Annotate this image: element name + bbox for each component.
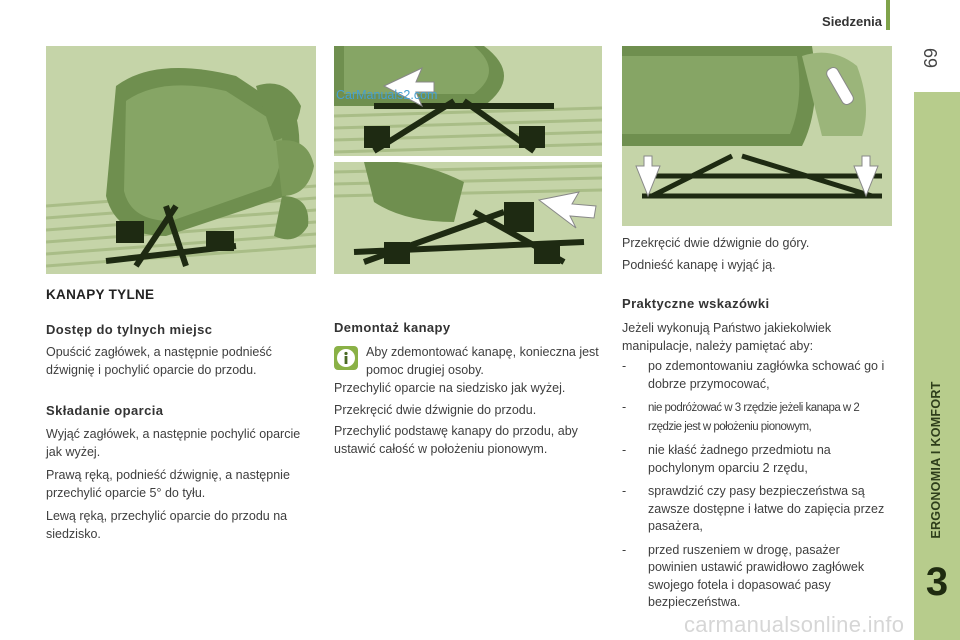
- bullet-dash: -: [622, 484, 627, 498]
- tip-text: nie kłaść żadnego przedmiotu na pochylonym oparciu 2 rzędu,: [648, 443, 831, 475]
- list-item: [622, 483, 890, 536]
- illustration-seat-access: [46, 46, 316, 274]
- tip-text: po zdemontowaniu zagłówka schować go i dobrze przymocować,: [648, 359, 885, 391]
- list-item: [622, 542, 890, 612]
- chapter-number: 3: [925, 560, 949, 604]
- removal-paragraph: Przekręcić dwie dźwignie do przodu.: [334, 402, 537, 417]
- lift-text: [622, 235, 892, 274]
- info-icon: [334, 346, 358, 370]
- tip-text: przed ruszeniem w drogę, pasażer powinien ustawić prawidłowo zagłówek swojego fotela i dopasować pasy bezpieczeństwa.: [648, 542, 865, 609]
- illustration-removal-tilt: [334, 162, 602, 274]
- tips-heading: Praktyczne wskazówki: [622, 296, 770, 311]
- header-accent-line: [886, 0, 890, 30]
- removal-paragraph: Przechylić podstawę kanapy do przodu, aby ustawić całość w położeniu pionowym.: [334, 424, 578, 456]
- section-title: Siedzenia: [822, 14, 882, 29]
- access-heading: Dostęp do tylnych miejsc: [46, 322, 213, 337]
- folding-paragraph: Lewą ręką, przechylić oparcie do przodu na siedzisko.: [46, 509, 288, 541]
- list-item: [622, 399, 890, 436]
- watermark-top: CarManuals2.com: [336, 88, 438, 102]
- tips-intro: Jeżeli wykonują Państwo jakiekolwiek manipulacje, należy pamiętać aby:: [622, 321, 832, 353]
- folding-heading: Składanie oparcia: [46, 403, 164, 418]
- main-title: KANAPY TYLNE: [46, 287, 155, 302]
- illustration-lift-seat: [622, 46, 892, 226]
- chapter-title-text: ERGONOMIA I KOMFORT: [929, 381, 943, 539]
- bullet-dash: -: [622, 400, 627, 414]
- removal-heading: Demontaż kanapy: [334, 320, 451, 335]
- tip-text: sprawdzić czy pasy bezpieczeństwa są zawsze dostępne i łatwe do zapięcia przez pasażera,: [648, 484, 885, 533]
- lift-paragraph: Podnieść kanapę i wyjąć ją.: [622, 257, 776, 272]
- watermark-bottom: carmanualsonline.info: [684, 612, 905, 637]
- bullet-dash: -: [622, 542, 627, 557]
- folding-text: [46, 426, 314, 543]
- bullet-dash: -: [622, 359, 627, 373]
- bullet-dash: -: [622, 443, 627, 457]
- page-number: 69: [920, 47, 940, 69]
- lift-paragraph: Przekręcić dwie dźwignie do góry.: [622, 236, 810, 250]
- list-item: [622, 358, 890, 393]
- folding-paragraph: Prawą ręką, podnieść dźwignię, a następnie przechylić oparcie 5° do tyłu.: [46, 468, 290, 500]
- info-note: Aby zdemontować kanapę, konieczna jest pomoc drugiej osoby.: [366, 345, 599, 377]
- chapter-title: [916, 360, 956, 560]
- tips-list: [622, 358, 890, 618]
- tip-text: nie podróżować w 3 rzędzie jeżeli kanapa w 2 rzędzie jest w położeniu pionowym,: [648, 402, 860, 433]
- removal-text: [334, 380, 602, 458]
- removal-paragraph: Przechylić oparcie na siedzisko jak wyżej.: [334, 381, 566, 395]
- list-item: [622, 442, 890, 477]
- access-text: Opuścić zagłówek, a następnie podnieść dźwignię i pochylić oparcie do przodu.: [46, 345, 272, 377]
- folding-paragraph: Wyjąć zagłówek, a następnie pochylić oparcie jak wyżej.: [46, 427, 301, 459]
